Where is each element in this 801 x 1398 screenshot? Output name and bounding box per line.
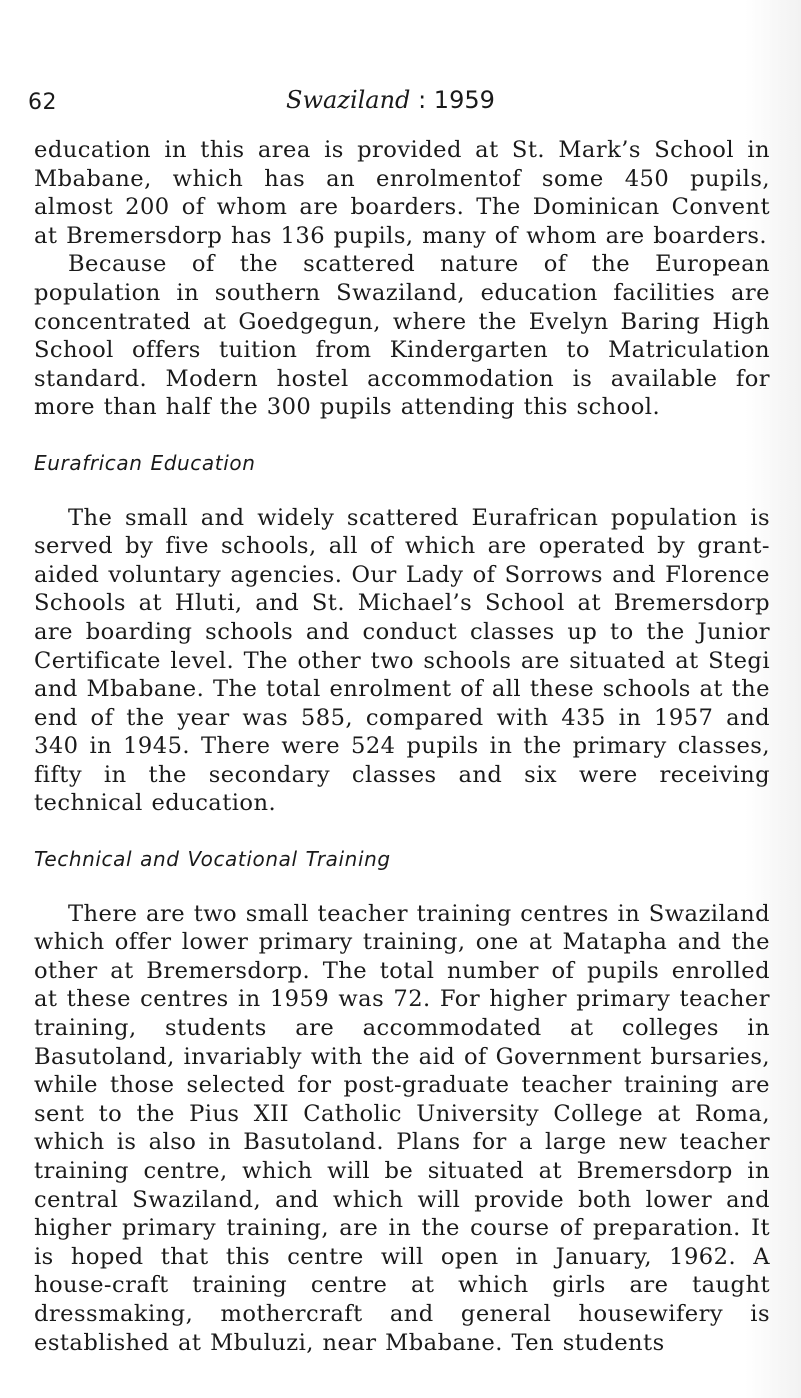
- paragraph-european-population: Because of the scattered nature of the European population in southern Swaziland, education facilities are concentrated at Goedgegun, where the Evelyn Baring High School offers tuition from Kindergarten to Matriculation standard. Modern hostel accommodation is available for more than half the 300 pupils attending this school.: [34, 251, 770, 421]
- section-heading-technical-vocational: Technical and Vocational Training: [34, 847, 391, 872]
- page-header: [28, 86, 768, 122]
- section-heading-eurafrican-education: Eurafrican Education: [34, 450, 256, 475]
- page-number: 62: [28, 90, 57, 115]
- paragraph-school-enrolment: education in this area is provided at St. Mark’s School in Mbabane, which has an enrolmentof some 450 pupils, almost 200 of whom are boarders. The Dominican Convent at Bremersdorp has 136 pupils, many of whom are boarders.: [34, 137, 770, 249]
- running-title-separator: :: [418, 86, 427, 114]
- body-text: [34, 136, 770, 1357]
- running-title-year: 1959: [433, 86, 495, 114]
- paragraph-eurafrican-schools: The small and widely scattered Eurafrican population is served by five schools, all of which are operated by grant-aided voluntary agencies. Our Lady of Sorrows and Florence Schools at Hluti, and St. Michael’s School at Bremersdorp are boarding schools and conduct classes up to the Junior Certificate level. The other two schools are situated at Stegi and Mbabane. The total enrolment of all these schools at the end of the year was 585, compared with 435 in 1957 and 340 in 1945. There were 524 pupils in the primary classes, fifty in the secondary classes and six were receiving technical education.: [34, 504, 770, 817]
- running-title: [286, 86, 495, 114]
- paragraph-teacher-training: There are two small teacher training centres in Swaziland which offer lower primary training, one at Matapha and the other at Bremersdorp. The total number of pupils enrolled at these centres in 1959 was 72. For higher primary teacher training, students are accommodated at colleges in Basutoland, invariably with the aid of Government bursaries, while those selected for post-graduate teacher training are sent to the Pius XII Catholic University College at Roma, which is also in Basutoland. Plans for a large new teacher training centre, which will be situated at Bremersdorp in central Swaziland, and which will provide both lower and higher primary training, are in the course of preparation. It is hoped that this centre will open in January, 1962. A house-craft training centre at which girls are taught dressmaking, mothercraft and general housewifery is established at Mbuluzi, near Mbabane. Ten students: [34, 900, 770, 1356]
- running-title-country: Swaziland: [286, 86, 411, 114]
